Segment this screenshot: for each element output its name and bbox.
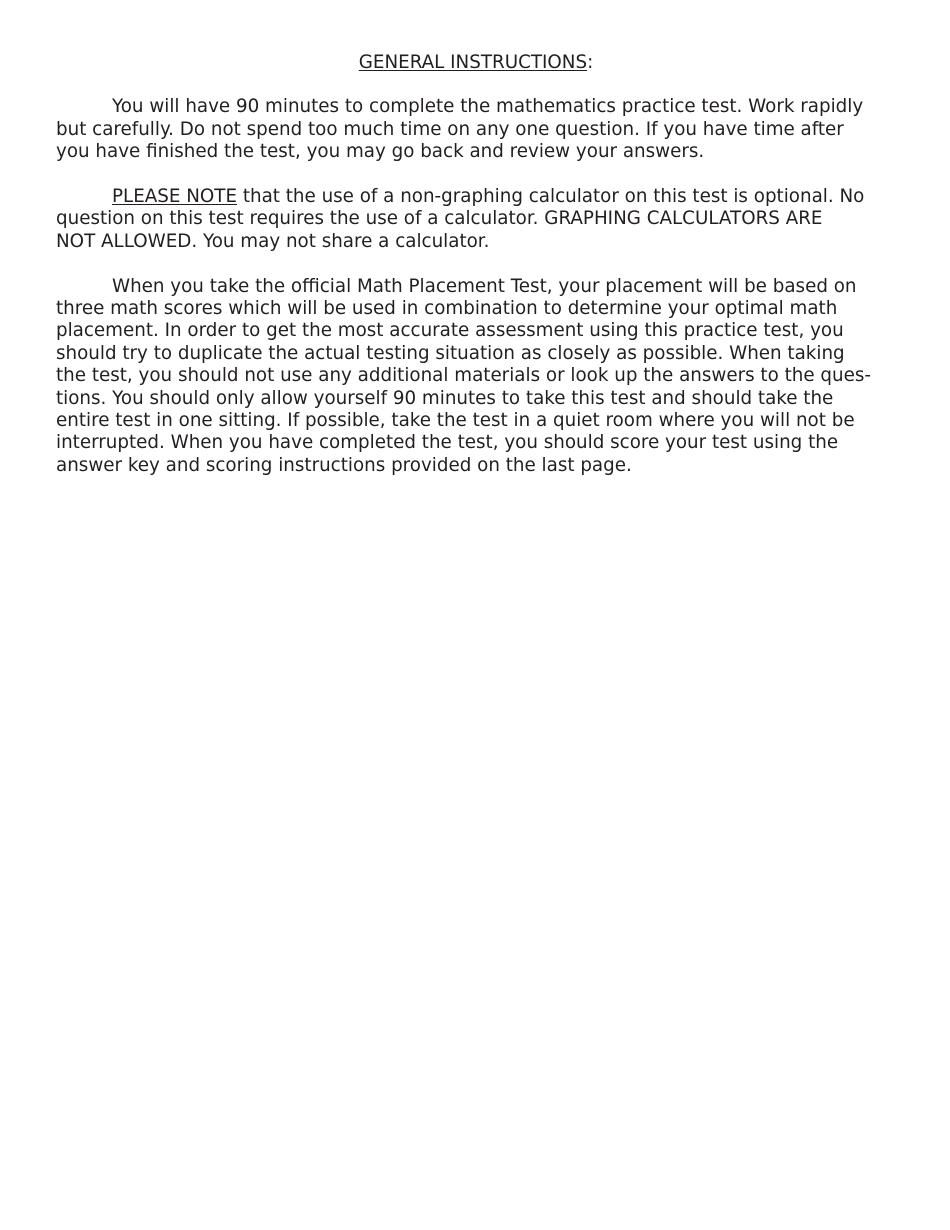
instructions-page: [56, 52, 896, 500]
paragraph-line: should try to duplicate the actual testing situation as closely as possible. When taking: [56, 342, 845, 364]
paragraph-line: placement. In order to get the most accurate assessment using this practice test, you: [56, 320, 844, 342]
paragraph-line: but carefully. Do not spend too much time on any one question. If you have time after: [56, 118, 844, 140]
paragraph-line: interrupted. When you have completed the test, you should score your test using the: [56, 432, 839, 454]
paragraph-line: the test, you should not use any additional materials or look up the answers to the ques-: [56, 365, 871, 387]
paragraph-line: When you take the official Math Placement Test, your placement will be based on: [112, 275, 857, 297]
paragraph-line: You will have 90 minutes to complete the mathematics practice test. Work rapidly: [112, 96, 864, 118]
calculator-note-text: that the use of a non-graphing calculator on this test is optional. No: [237, 186, 865, 208]
please-note-label: PLEASE NOTE: [112, 186, 238, 208]
paragraph-line: you have finished the test, you may go back and review your answers.: [56, 141, 705, 163]
paragraph-line: [56, 186, 896, 208]
paragraph-line: three math scores which will be used in combination to determine your optimal math: [56, 298, 838, 320]
paragraph-calculator-note: [56, 186, 896, 253]
paragraph-line: NOT ALLOWED. You may not share a calculator.: [56, 230, 490, 252]
paragraph-line: entire test in one sitting. If possible, take the test in a quiet room where you will not be: [56, 410, 855, 432]
title-underlined-text: GENERAL INSTRUCTIONS: [358, 52, 588, 73]
paragraph-line: answer key and scoring instructions provided on the last page.: [56, 454, 632, 476]
paragraph-time-limit: [56, 96, 896, 163]
paragraph-placement-test: [56, 276, 896, 478]
title-colon: :: [587, 52, 594, 73]
page-title: [56, 52, 896, 74]
paragraph-line: question on this test requires the use of a calculator. GRAPHING CALCULATORS ARE: [56, 208, 823, 230]
paragraph-line: tions. You should only allow yourself 90 minutes to take this test and should take the: [56, 387, 834, 409]
